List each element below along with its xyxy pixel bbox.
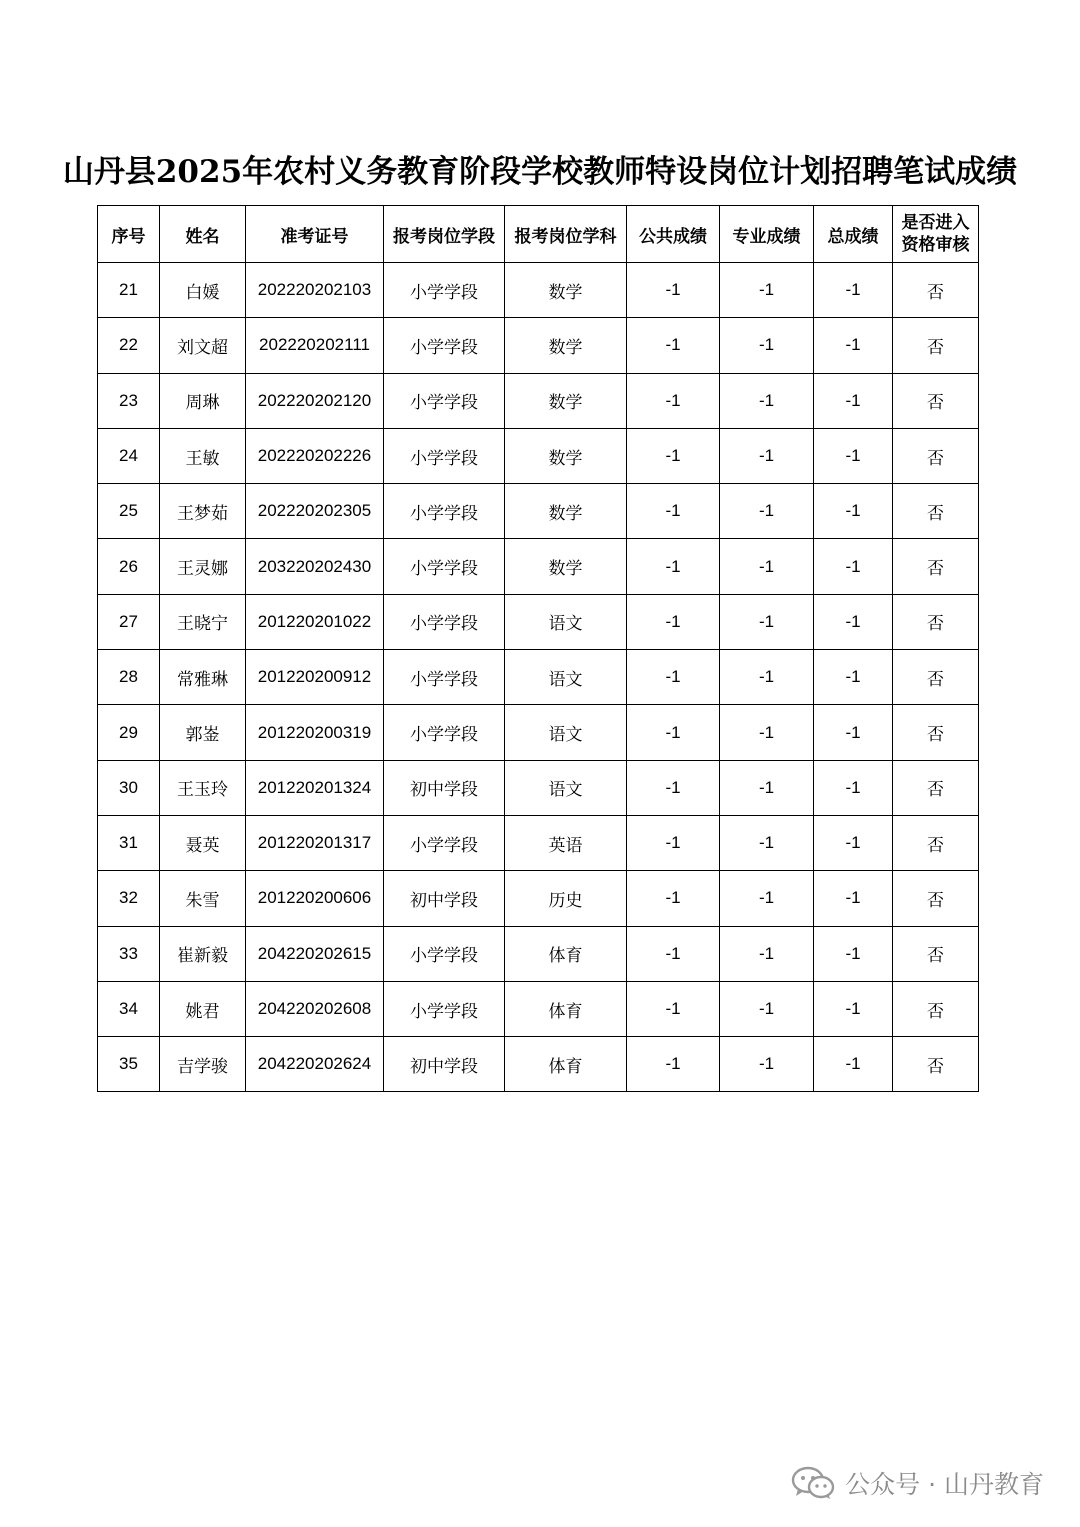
cell-public-score: -1 xyxy=(627,871,720,926)
cell-qualification: 否 xyxy=(893,760,979,815)
cell-stage: 小学学段 xyxy=(384,484,505,539)
cell-seq: 32 xyxy=(98,871,160,926)
cell-exam-id: 201220200912 xyxy=(246,650,384,705)
cell-professional-score: -1 xyxy=(720,705,814,760)
cell-total-score: -1 xyxy=(814,263,893,318)
table-row xyxy=(98,484,979,539)
cell-name: 白媛 xyxy=(160,263,246,318)
page-title: 山丹县2025年农村义务教育阶段学校教师特设岗位计划招聘笔试成绩 xyxy=(62,154,1018,190)
cell-professional-score: -1 xyxy=(720,428,814,483)
cell-total-score: -1 xyxy=(814,815,893,870)
cell-exam-id: 204220202615 xyxy=(246,926,384,981)
cell-public-score: -1 xyxy=(627,650,720,705)
cell-subject: 数学 xyxy=(505,263,627,318)
cell-professional-score: -1 xyxy=(720,318,814,373)
table-row xyxy=(98,373,979,428)
cell-name: 王晓宁 xyxy=(160,594,246,649)
cell-stage: 小学学段 xyxy=(384,594,505,649)
cell-name: 常雅琳 xyxy=(160,650,246,705)
cell-name: 聂英 xyxy=(160,815,246,870)
cell-seq: 21 xyxy=(98,263,160,318)
header-public-score: 公共成绩 xyxy=(627,206,720,263)
cell-public-score: -1 xyxy=(627,705,720,760)
cell-total-score: -1 xyxy=(814,981,893,1036)
cell-professional-score: -1 xyxy=(720,760,814,815)
cell-professional-score: -1 xyxy=(720,815,814,870)
cell-subject: 历史 xyxy=(505,871,627,926)
cell-public-score: -1 xyxy=(627,428,720,483)
cell-public-score: -1 xyxy=(627,1037,720,1092)
cell-name: 周琳 xyxy=(160,373,246,428)
cell-subject: 体育 xyxy=(505,981,627,1036)
cell-public-score: -1 xyxy=(627,981,720,1036)
table-row xyxy=(98,318,979,373)
cell-name: 王灵娜 xyxy=(160,539,246,594)
cell-seq: 30 xyxy=(98,760,160,815)
cell-seq: 25 xyxy=(98,484,160,539)
cell-subject: 体育 xyxy=(505,926,627,981)
cell-seq: 33 xyxy=(98,926,160,981)
header-qualification: 是否进入 资格审核 xyxy=(893,206,979,263)
cell-subject: 体育 xyxy=(505,1037,627,1092)
cell-exam-id: 201220201317 xyxy=(246,815,384,870)
cell-exam-id: 202220202120 xyxy=(246,373,384,428)
table-row xyxy=(98,650,979,705)
cell-subject: 英语 xyxy=(505,815,627,870)
cell-total-score: -1 xyxy=(814,428,893,483)
cell-qualification: 否 xyxy=(893,373,979,428)
table-row xyxy=(98,263,979,318)
table-row xyxy=(98,539,979,594)
cell-exam-id: 201220200319 xyxy=(246,705,384,760)
cell-exam-id: 202220202111 xyxy=(246,318,384,373)
cell-stage: 小学学段 xyxy=(384,981,505,1036)
table-row xyxy=(98,981,979,1036)
cell-public-score: -1 xyxy=(627,926,720,981)
cell-qualification: 否 xyxy=(893,705,979,760)
cell-stage: 初中学段 xyxy=(384,1037,505,1092)
cell-exam-id: 203220202430 xyxy=(246,539,384,594)
cell-name: 王梦茹 xyxy=(160,484,246,539)
cell-seq: 35 xyxy=(98,1037,160,1092)
cell-qualification: 否 xyxy=(893,428,979,483)
cell-public-score: -1 xyxy=(627,760,720,815)
cell-subject: 语文 xyxy=(505,650,627,705)
cell-professional-score: -1 xyxy=(720,594,814,649)
cell-total-score: -1 xyxy=(814,318,893,373)
cell-qualification: 否 xyxy=(893,594,979,649)
cell-subject: 语文 xyxy=(505,760,627,815)
header-subject: 报考岗位学科 xyxy=(505,206,627,263)
cell-name: 姚君 xyxy=(160,981,246,1036)
cell-seq: 23 xyxy=(98,373,160,428)
cell-stage: 初中学段 xyxy=(384,760,505,815)
header-name: 姓名 xyxy=(160,206,246,263)
cell-professional-score: -1 xyxy=(720,981,814,1036)
cell-exam-id: 202220202305 xyxy=(246,484,384,539)
cell-total-score: -1 xyxy=(814,650,893,705)
cell-subject: 数学 xyxy=(505,539,627,594)
cell-name: 吉学骏 xyxy=(160,1037,246,1092)
cell-name: 刘文超 xyxy=(160,318,246,373)
cell-seq: 26 xyxy=(98,539,160,594)
cell-stage: 小学学段 xyxy=(384,815,505,870)
table-row xyxy=(98,705,979,760)
cell-exam-id: 201220201324 xyxy=(246,760,384,815)
cell-qualification: 否 xyxy=(893,815,979,870)
cell-total-score: -1 xyxy=(814,539,893,594)
cell-subject: 数学 xyxy=(505,318,627,373)
header-professional-score: 专业成绩 xyxy=(720,206,814,263)
cell-qualification: 否 xyxy=(893,981,979,1036)
cell-seq: 29 xyxy=(98,705,160,760)
cell-professional-score: -1 xyxy=(720,539,814,594)
header-total-score: 总成绩 xyxy=(814,206,893,263)
cell-qualification: 否 xyxy=(893,484,979,539)
cell-total-score: -1 xyxy=(814,705,893,760)
cell-stage: 小学学段 xyxy=(384,650,505,705)
cell-professional-score: -1 xyxy=(720,871,814,926)
cell-subject: 数学 xyxy=(505,428,627,483)
cell-total-score: -1 xyxy=(814,760,893,815)
header-exam-id: 准考证号 xyxy=(246,206,384,263)
cell-total-score: -1 xyxy=(814,373,893,428)
cell-professional-score: -1 xyxy=(720,650,814,705)
cell-qualification: 否 xyxy=(893,650,979,705)
cell-stage: 小学学段 xyxy=(384,373,505,428)
cell-name: 朱雪 xyxy=(160,871,246,926)
cell-public-score: -1 xyxy=(627,484,720,539)
cell-qualification: 否 xyxy=(893,539,979,594)
cell-professional-score: -1 xyxy=(720,373,814,428)
table-row xyxy=(98,428,979,483)
cell-stage: 小学学段 xyxy=(384,705,505,760)
wechat-icon xyxy=(791,1466,835,1500)
table-row xyxy=(98,1037,979,1092)
cell-public-score: -1 xyxy=(627,318,720,373)
cell-professional-score: -1 xyxy=(720,484,814,539)
cell-exam-id: 202220202226 xyxy=(246,428,384,483)
cell-name: 郭崟 xyxy=(160,705,246,760)
cell-name: 王敏 xyxy=(160,428,246,483)
cell-public-score: -1 xyxy=(627,539,720,594)
cell-professional-score: -1 xyxy=(720,263,814,318)
footer-text: 公众号 · 山丹教育 xyxy=(845,1470,1044,1499)
cell-seq: 24 xyxy=(98,428,160,483)
cell-exam-id: 204220202608 xyxy=(246,981,384,1036)
cell-stage: 小学学段 xyxy=(384,428,505,483)
cell-exam-id: 204220202624 xyxy=(246,1037,384,1092)
cell-seq: 34 xyxy=(98,981,160,1036)
cell-seq: 28 xyxy=(98,650,160,705)
cell-public-score: -1 xyxy=(627,373,720,428)
cell-professional-score: -1 xyxy=(720,926,814,981)
table-row xyxy=(98,815,979,870)
cell-stage: 小学学段 xyxy=(384,926,505,981)
cell-stage: 小学学段 xyxy=(384,539,505,594)
header-stage: 报考岗位学段 xyxy=(384,206,505,263)
cell-subject: 数学 xyxy=(505,484,627,539)
cell-name: 王玉玲 xyxy=(160,760,246,815)
cell-subject: 语文 xyxy=(505,705,627,760)
cell-subject: 数学 xyxy=(505,373,627,428)
footer-watermark xyxy=(791,1465,1044,1501)
table-row xyxy=(98,594,979,649)
cell-exam-id: 202220202103 xyxy=(246,263,384,318)
cell-professional-score: -1 xyxy=(720,1037,814,1092)
cell-total-score: -1 xyxy=(814,484,893,539)
cell-seq: 31 xyxy=(98,815,160,870)
cell-exam-id: 201220201022 xyxy=(246,594,384,649)
cell-seq: 27 xyxy=(98,594,160,649)
scores-table xyxy=(97,205,979,1092)
cell-qualification: 否 xyxy=(893,926,979,981)
cell-qualification: 否 xyxy=(893,871,979,926)
cell-total-score: -1 xyxy=(814,594,893,649)
cell-stage: 小学学段 xyxy=(384,318,505,373)
cell-seq: 22 xyxy=(98,318,160,373)
cell-name: 崔新毅 xyxy=(160,926,246,981)
cell-total-score: -1 xyxy=(814,871,893,926)
cell-total-score: -1 xyxy=(814,1037,893,1092)
cell-public-score: -1 xyxy=(627,263,720,318)
cell-qualification: 否 xyxy=(893,318,979,373)
cell-qualification: 否 xyxy=(893,1037,979,1092)
table-row xyxy=(98,926,979,981)
cell-total-score: -1 xyxy=(814,926,893,981)
cell-stage: 初中学段 xyxy=(384,871,505,926)
cell-public-score: -1 xyxy=(627,594,720,649)
cell-exam-id: 201220200606 xyxy=(246,871,384,926)
table-row xyxy=(98,871,979,926)
cell-public-score: -1 xyxy=(627,815,720,870)
table-header-row xyxy=(98,206,979,263)
table-row xyxy=(98,760,979,815)
cell-stage: 小学学段 xyxy=(384,263,505,318)
header-seq: 序号 xyxy=(98,206,160,263)
cell-qualification: 否 xyxy=(893,263,979,318)
cell-subject: 语文 xyxy=(505,594,627,649)
